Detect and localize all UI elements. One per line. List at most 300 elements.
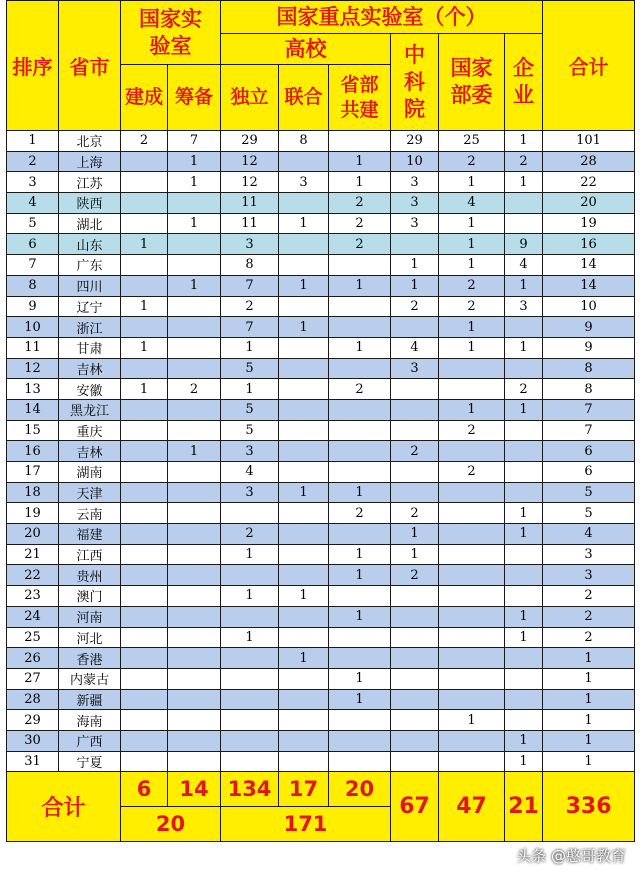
cell-built: 1 [121, 296, 168, 317]
cell-rank: 25 [7, 627, 59, 648]
cell-cas [391, 586, 439, 607]
cell-ministry [439, 482, 505, 503]
cell-rank: 2 [7, 151, 59, 172]
table-row [7, 689, 635, 710]
cell-ministry: 2 [439, 296, 505, 317]
cell-rank: 20 [7, 524, 59, 545]
independent-header: 独立 [221, 65, 279, 131]
cell-joint: 1 [279, 586, 329, 607]
cell-total: 19 [543, 213, 635, 234]
cell-total: 1 [543, 689, 635, 710]
cell-ministry: 2 [439, 420, 505, 441]
cell-ministry [439, 358, 505, 379]
table-row [7, 627, 635, 648]
cell-built [121, 606, 168, 627]
cell-joint [279, 565, 329, 586]
cell-provincial [329, 358, 391, 379]
preparing-header: 筹备 [168, 65, 221, 131]
cell-rank: 30 [7, 730, 59, 751]
cell-total: 6 [543, 441, 635, 462]
cell-cas [391, 710, 439, 731]
cell-joint [279, 627, 329, 648]
cell-ministry [439, 586, 505, 607]
cell-joint: 1 [279, 317, 329, 338]
cell-preparing [168, 586, 221, 607]
cell-total: 1 [543, 668, 635, 689]
cell-independent [221, 606, 279, 627]
cell-cas: 1 [391, 275, 439, 296]
cell-built: 2 [121, 131, 168, 152]
footer-ministry: 47 [439, 772, 505, 842]
table-row [7, 668, 635, 689]
cell-built: 1 [121, 337, 168, 358]
cell-rank: 9 [7, 296, 59, 317]
cell-independent: 1 [221, 379, 279, 400]
table-row [7, 296, 635, 317]
cell-independent [221, 710, 279, 731]
cell-independent: 1 [221, 544, 279, 565]
cell-cas: 1 [391, 255, 439, 276]
cell-provincial [329, 441, 391, 462]
cell-provincial: 1 [329, 689, 391, 710]
cell-independent: 7 [221, 275, 279, 296]
cell-independent: 5 [221, 358, 279, 379]
cell-provincial: 2 [329, 213, 391, 234]
cell-enterprise [505, 358, 543, 379]
cell-enterprise: 3 [505, 296, 543, 317]
cell-province: 吉林 [59, 358, 121, 379]
cell-built [121, 544, 168, 565]
built-header: 建成 [121, 65, 168, 131]
cell-cas [391, 462, 439, 483]
cell-ministry [439, 668, 505, 689]
cell-preparing [168, 255, 221, 276]
cell-cas [391, 606, 439, 627]
cell-cas [391, 730, 439, 751]
cell-rank: 5 [7, 213, 59, 234]
cell-built [121, 751, 168, 772]
watermark: 头条 @憨哥教育 [516, 847, 626, 865]
cell-independent: 12 [221, 151, 279, 172]
cell-cas [391, 751, 439, 772]
table-row [7, 730, 635, 751]
cell-preparing [168, 503, 221, 524]
cell-built [121, 358, 168, 379]
cell-provincial [329, 648, 391, 669]
cell-cas: 4 [391, 337, 439, 358]
cell-rank: 29 [7, 710, 59, 731]
cell-cas: 3 [391, 193, 439, 214]
footer-preparing: 14 [168, 772, 221, 807]
cell-total: 14 [543, 275, 635, 296]
cell-enterprise [505, 462, 543, 483]
cell-enterprise: 1 [505, 275, 543, 296]
cell-joint [279, 441, 329, 462]
cell-province: 香港 [59, 648, 121, 669]
cell-rank: 22 [7, 565, 59, 586]
table-row [7, 151, 635, 172]
table-row [7, 586, 635, 607]
cell-province: 安徽 [59, 379, 121, 400]
cell-joint [279, 193, 329, 214]
cell-province: 辽宁 [59, 296, 121, 317]
cell-preparing [168, 193, 221, 214]
cell-enterprise [505, 565, 543, 586]
cell-province: 河南 [59, 606, 121, 627]
cell-enterprise: 1 [505, 730, 543, 751]
cell-ministry [439, 606, 505, 627]
cell-built [121, 462, 168, 483]
cell-province: 湖北 [59, 213, 121, 234]
cell-province: 甘肃 [59, 337, 121, 358]
cell-built [121, 524, 168, 545]
cell-ministry [439, 565, 505, 586]
cell-preparing: 1 [168, 441, 221, 462]
cell-independent [221, 689, 279, 710]
cell-independent [221, 648, 279, 669]
enterprise-header: 企 业 [505, 34, 543, 131]
cell-rank: 14 [7, 399, 59, 420]
cell-joint [279, 399, 329, 420]
cell-provincial: 1 [329, 606, 391, 627]
cell-provincial: 2 [329, 234, 391, 255]
cell-rank: 26 [7, 648, 59, 669]
cell-enterprise: 1 [505, 627, 543, 648]
table-row [7, 648, 635, 669]
cell-enterprise [505, 317, 543, 338]
cell-independent: 5 [221, 399, 279, 420]
joint-header: 联合 [279, 65, 329, 131]
cell-ministry: 1 [439, 399, 505, 420]
cell-preparing: 7 [168, 131, 221, 152]
cell-rank: 3 [7, 172, 59, 193]
footer-enterprise: 21 [505, 772, 543, 842]
footer-national-lab-total: 20 [121, 807, 221, 842]
cell-total: 8 [543, 358, 635, 379]
cell-ministry [439, 627, 505, 648]
table-row [7, 337, 635, 358]
cell-joint [279, 524, 329, 545]
cell-enterprise [505, 193, 543, 214]
cell-enterprise: 1 [505, 524, 543, 545]
rank-header: 排序 [7, 1, 59, 131]
cell-preparing: 1 [168, 275, 221, 296]
cell-province: 新疆 [59, 689, 121, 710]
cell-province: 海南 [59, 710, 121, 731]
cell-provincial: 2 [329, 503, 391, 524]
cell-preparing [168, 606, 221, 627]
cell-ministry: 1 [439, 710, 505, 731]
cell-enterprise: 1 [505, 399, 543, 420]
cell-cas: 2 [391, 441, 439, 462]
cell-built [121, 482, 168, 503]
cell-preparing [168, 627, 221, 648]
cell-total: 16 [543, 234, 635, 255]
cell-cas: 2 [391, 565, 439, 586]
cell-total: 6 [543, 462, 635, 483]
cell-joint [279, 751, 329, 772]
cell-total: 9 [543, 337, 635, 358]
table-row [7, 399, 635, 420]
cell-joint [279, 337, 329, 358]
cell-enterprise [505, 689, 543, 710]
cell-preparing [168, 524, 221, 545]
cell-rank: 1 [7, 131, 59, 152]
table-row [7, 213, 635, 234]
cell-built [121, 648, 168, 669]
cell-provincial: 2 [329, 379, 391, 400]
cell-joint [279, 503, 329, 524]
table-row [7, 255, 635, 276]
cell-joint [279, 379, 329, 400]
cell-enterprise: 1 [505, 606, 543, 627]
cell-preparing [168, 317, 221, 338]
cell-rank: 12 [7, 358, 59, 379]
cell-province: 重庆 [59, 420, 121, 441]
cell-total: 10 [543, 296, 635, 317]
cell-joint [279, 606, 329, 627]
cell-ministry [439, 544, 505, 565]
cell-enterprise: 1 [505, 751, 543, 772]
table-row [7, 710, 635, 731]
cell-joint: 1 [279, 213, 329, 234]
cell-preparing [168, 730, 221, 751]
cell-rank: 11 [7, 337, 59, 358]
cell-total: 20 [543, 193, 635, 214]
cell-joint: 1 [279, 648, 329, 669]
cell-independent: 12 [221, 172, 279, 193]
cell-rank: 23 [7, 586, 59, 607]
cell-independent: 2 [221, 524, 279, 545]
cell-ministry [439, 730, 505, 751]
cell-enterprise [505, 482, 543, 503]
cell-independent: 11 [221, 213, 279, 234]
cell-ministry: 1 [439, 234, 505, 255]
cell-built [121, 317, 168, 338]
cell-ministry [439, 648, 505, 669]
cell-joint [279, 668, 329, 689]
cell-provincial [329, 462, 391, 483]
cell-ministry: 25 [439, 131, 505, 152]
cell-cas [391, 689, 439, 710]
cell-province: 四川 [59, 275, 121, 296]
cell-ministry [439, 689, 505, 710]
table-row [7, 503, 635, 524]
cell-total: 1 [543, 710, 635, 731]
cell-preparing [168, 296, 221, 317]
cell-rank: 17 [7, 462, 59, 483]
cell-cas [391, 482, 439, 503]
cell-preparing [168, 462, 221, 483]
cell-independent: 3 [221, 482, 279, 503]
cell-province: 云南 [59, 503, 121, 524]
cell-cas [391, 648, 439, 669]
cell-total: 8 [543, 379, 635, 400]
cell-province: 北京 [59, 131, 121, 152]
cell-enterprise [505, 668, 543, 689]
cell-enterprise: 1 [505, 503, 543, 524]
cell-preparing: 2 [168, 379, 221, 400]
table-row [7, 234, 635, 255]
table-row [7, 193, 635, 214]
cell-preparing: 1 [168, 172, 221, 193]
cell-enterprise: 2 [505, 151, 543, 172]
cell-built [121, 255, 168, 276]
cell-rank: 19 [7, 503, 59, 524]
cell-province: 陕西 [59, 193, 121, 214]
table-row [7, 172, 635, 193]
cell-preparing [168, 358, 221, 379]
cell-total: 9 [543, 317, 635, 338]
cell-built [121, 689, 168, 710]
cell-provincial [329, 730, 391, 751]
cell-rank: 8 [7, 275, 59, 296]
table-row [7, 317, 635, 338]
cell-cas: 29 [391, 131, 439, 152]
cell-provincial [329, 420, 391, 441]
cell-provincial: 1 [329, 565, 391, 586]
table-row [7, 131, 635, 152]
table-row [7, 524, 635, 545]
cell-provincial: 1 [329, 668, 391, 689]
cell-rank: 28 [7, 689, 59, 710]
cell-province: 上海 [59, 151, 121, 172]
cell-total: 2 [543, 606, 635, 627]
cell-enterprise [505, 586, 543, 607]
cell-province: 澳门 [59, 586, 121, 607]
cell-independent: 8 [221, 255, 279, 276]
table-row [7, 544, 635, 565]
cell-rank: 21 [7, 544, 59, 565]
cell-total: 5 [543, 503, 635, 524]
cell-preparing [168, 482, 221, 503]
table-row [7, 565, 635, 586]
cell-provincial [329, 296, 391, 317]
cell-ministry: 1 [439, 213, 505, 234]
cell-preparing [168, 565, 221, 586]
cell-joint [279, 358, 329, 379]
cell-total: 1 [543, 730, 635, 751]
cell-total: 5 [543, 482, 635, 503]
footer-independent: 134 [221, 772, 279, 807]
cell-joint [279, 462, 329, 483]
cell-cas: 2 [391, 503, 439, 524]
cell-rank: 7 [7, 255, 59, 276]
cell-cas [391, 379, 439, 400]
cell-enterprise [505, 648, 543, 669]
cell-province: 江苏 [59, 172, 121, 193]
cell-total: 4 [543, 524, 635, 545]
cell-provincial: 1 [329, 275, 391, 296]
footer-grand-total: 336 [543, 772, 635, 842]
cell-ministry [439, 751, 505, 772]
cell-rank: 15 [7, 420, 59, 441]
cell-independent: 1 [221, 586, 279, 607]
cell-preparing [168, 234, 221, 255]
footer-built: 6 [121, 772, 168, 807]
cell-total: 1 [543, 751, 635, 772]
cell-provincial [329, 317, 391, 338]
cell-province: 浙江 [59, 317, 121, 338]
cell-built [121, 420, 168, 441]
table-row [7, 751, 635, 772]
cell-joint: 3 [279, 172, 329, 193]
cell-preparing [168, 648, 221, 669]
cell-built [121, 668, 168, 689]
cell-provincial [329, 131, 391, 152]
cell-ministry: 1 [439, 337, 505, 358]
cell-independent: 3 [221, 234, 279, 255]
cell-joint [279, 296, 329, 317]
cell-ministry: 2 [439, 151, 505, 172]
cell-total: 28 [543, 151, 635, 172]
cell-total: 2 [543, 586, 635, 607]
cell-built [121, 193, 168, 214]
cell-province: 内蒙古 [59, 668, 121, 689]
cell-rank: 4 [7, 193, 59, 214]
cell-enterprise [505, 710, 543, 731]
cell-independent: 11 [221, 193, 279, 214]
cell-provincial: 2 [329, 193, 391, 214]
cell-total: 7 [543, 420, 635, 441]
cell-ministry: 1 [439, 317, 505, 338]
table-row [7, 358, 635, 379]
cell-province: 广东 [59, 255, 121, 276]
cell-province: 山东 [59, 234, 121, 255]
cell-independent [221, 565, 279, 586]
cell-built [121, 151, 168, 172]
cell-total: 3 [543, 565, 635, 586]
key-lab-header: 国家重点实验室（个） [221, 1, 543, 34]
cell-provincial [329, 627, 391, 648]
cell-cas: 10 [391, 151, 439, 172]
table-row [7, 606, 635, 627]
cell-built [121, 213, 168, 234]
cell-province: 天津 [59, 482, 121, 503]
cell-independent: 1 [221, 627, 279, 648]
cell-enterprise: 4 [505, 255, 543, 276]
cell-cas: 1 [391, 544, 439, 565]
cell-enterprise: 1 [505, 172, 543, 193]
cell-built [121, 627, 168, 648]
cell-cas: 2 [391, 296, 439, 317]
cell-ministry [439, 524, 505, 545]
cell-independent: 4 [221, 462, 279, 483]
cell-total: 14 [543, 255, 635, 276]
cell-enterprise [505, 441, 543, 462]
cell-joint: 8 [279, 131, 329, 152]
cell-rank: 13 [7, 379, 59, 400]
cell-provincial [329, 399, 391, 420]
footer-joint: 17 [279, 772, 329, 807]
cell-ministry: 1 [439, 172, 505, 193]
cell-ministry [439, 503, 505, 524]
cell-province: 宁夏 [59, 751, 121, 772]
table-row [7, 275, 635, 296]
province-header: 省市 [59, 1, 121, 131]
cell-total: 101 [543, 131, 635, 152]
cas-header: 中 科 院 [391, 34, 439, 131]
table-row [7, 462, 635, 483]
cell-independent [221, 668, 279, 689]
cell-built [121, 275, 168, 296]
cell-cas [391, 317, 439, 338]
cell-independent [221, 503, 279, 524]
cell-rank: 16 [7, 441, 59, 462]
ministry-header: 国家 部委 [439, 34, 505, 131]
cell-cas [391, 420, 439, 441]
cell-cas: 3 [391, 172, 439, 193]
